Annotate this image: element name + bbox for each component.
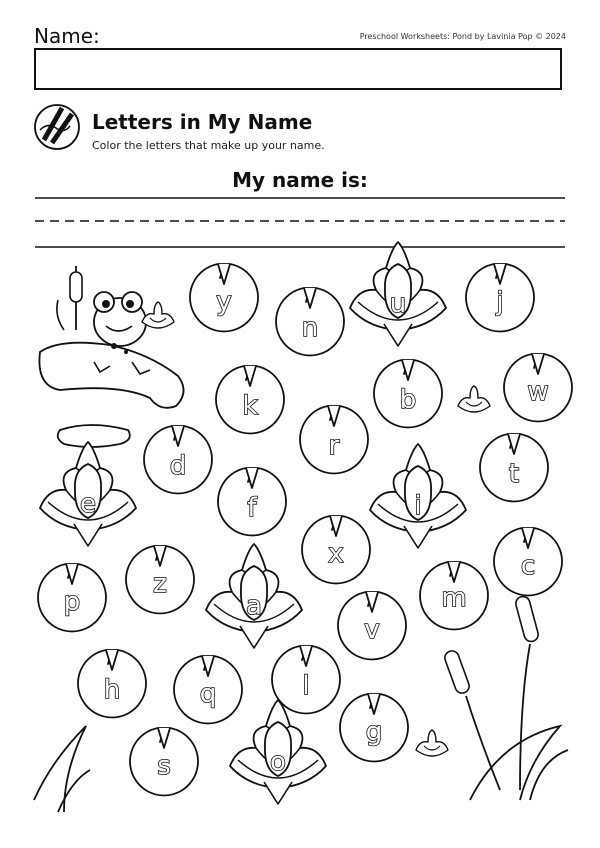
- letter-pad-h: [78, 650, 146, 717]
- letter-lotus-u: [350, 242, 446, 346]
- letter-t[interactable]: t: [508, 459, 520, 489]
- letter-d[interactable]: d: [169, 451, 187, 481]
- letter-pad-j: [466, 264, 534, 331]
- letter-pad-r: [300, 406, 368, 473]
- letter-v[interactable]: v: [364, 615, 380, 645]
- letter-pad-w: [504, 354, 572, 421]
- letter-pad-m: [420, 562, 488, 629]
- letter-p[interactable]: p: [63, 587, 81, 617]
- letter-y[interactable]: y: [216, 287, 232, 317]
- letter-w[interactable]: w: [527, 377, 549, 407]
- letter-pad-k: [216, 366, 284, 433]
- instruction-text: Color the letters that make up your name.: [92, 139, 325, 152]
- letter-pad-d: [144, 426, 212, 493]
- letter-j[interactable]: j: [496, 287, 504, 317]
- letter-pad-y: [190, 264, 258, 331]
- letter-s[interactable]: s: [157, 751, 171, 781]
- letter-k[interactable]: k: [242, 391, 258, 421]
- letter-pad-s: [130, 728, 198, 795]
- letter-pad-b: [374, 360, 442, 427]
- lily-pad-plain: [58, 425, 130, 447]
- letter-pad-p: [38, 564, 106, 631]
- letter-pad-q: [174, 656, 242, 723]
- grass-illustration: [34, 726, 90, 812]
- letter-pad-g: [340, 694, 408, 761]
- small-flower-icon: [458, 386, 490, 412]
- letter-o[interactable]: o: [270, 747, 286, 777]
- frog-illustration: [39, 266, 183, 408]
- small-flower-icon: [416, 730, 448, 756]
- letter-pad-n: [276, 288, 344, 355]
- letter-pad-l: [272, 646, 340, 713]
- letter-x[interactable]: x: [328, 539, 344, 569]
- letter-a[interactable]: a: [246, 591, 262, 621]
- letter-lotus-o: [230, 700, 326, 804]
- letter-f[interactable]: f: [247, 493, 257, 523]
- letter-pad-z: [126, 546, 194, 613]
- letter-lotus-a: [206, 544, 302, 648]
- letter-l[interactable]: l: [302, 671, 310, 701]
- letter-q[interactable]: q: [199, 679, 217, 709]
- letter-lotus-i: [370, 444, 466, 548]
- letter-z[interactable]: z: [153, 569, 167, 599]
- writing-lines: [35, 198, 565, 247]
- letter-c[interactable]: c: [520, 551, 536, 581]
- letter-lotus-e: [40, 442, 136, 546]
- crayons-icon: [35, 105, 79, 149]
- letter-r[interactable]: r: [328, 431, 340, 461]
- letter-n[interactable]: n: [301, 313, 319, 343]
- name-label: Name:: [34, 24, 100, 48]
- letter-g[interactable]: g: [365, 717, 383, 747]
- letter-u[interactable]: u: [389, 289, 407, 319]
- letter-e[interactable]: e: [80, 489, 96, 519]
- page-title: Letters in My Name: [92, 110, 313, 134]
- letter-h[interactable]: h: [103, 675, 121, 705]
- letter-pad-v: [338, 592, 406, 659]
- my-name-label: My name is:: [232, 168, 368, 192]
- letter-i[interactable]: i: [414, 491, 422, 521]
- letter-pad-f: [218, 468, 286, 535]
- letter-m[interactable]: m: [441, 583, 467, 613]
- letter-pad-t: [480, 434, 548, 501]
- letter-pad-c: [494, 528, 562, 595]
- credit-text: Preschool Worksheets: Pond by Lavinia Pop © 2024: [359, 32, 566, 41]
- letter-pad-x: [302, 516, 370, 583]
- letter-b[interactable]: b: [399, 385, 417, 415]
